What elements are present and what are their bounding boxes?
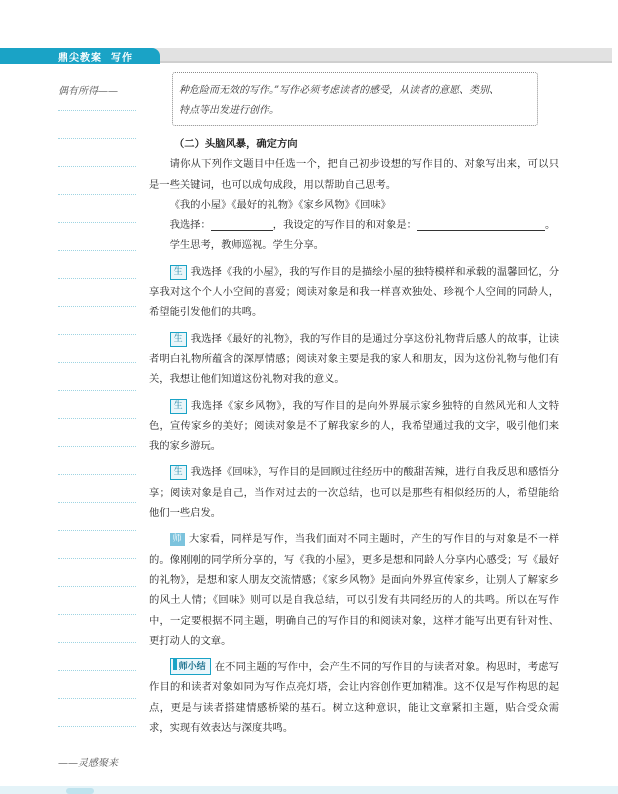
activity-note: 学生思考，教师巡视。学生分享。 — [169, 239, 325, 252]
note-line — [58, 642, 136, 643]
pen-icon — [173, 659, 177, 670]
note-line — [58, 222, 136, 223]
note-line — [58, 166, 136, 167]
note-line — [58, 418, 136, 419]
main-content — [149, 134, 559, 738]
summary-label: 师小结 — [178, 662, 206, 673]
answer-text: 我选择《最好的礼物》，我的写作目的是通过分享这份礼物背后感人的故事，让读者明白礼物所蕴含的深厚情感；阅读对象主要是我的家人和朋友，因为这份礼物与他们有关，我想让他们知道这份礼物对我的意义。 — [149, 332, 559, 386]
sidebar-top-label: 偶有所得—— — [58, 86, 118, 97]
header-series: 鼎尖教案 — [58, 53, 102, 64]
section-title: （二）头脑风暴，确定方向 — [174, 138, 298, 150]
notes-sidebar — [58, 82, 138, 774]
student-badge: 生 — [170, 265, 187, 280]
fill-end: 。 — [544, 219, 556, 232]
answer-text: 我选择《回味》，写作目的是回顾过往经历中的酸甜苦辣，进行自我反思和感悟分享；阅读对象是自己，当作对过去的一次总结，也可以是那些有相似经历的人，希望能给他们一些启发。 — [149, 466, 559, 520]
note-line — [58, 502, 136, 503]
note-line — [58, 614, 136, 615]
page-number-tab — [66, 788, 94, 794]
header-title — [58, 49, 133, 64]
note-line — [58, 670, 136, 671]
note-line — [58, 446, 136, 447]
topic-blank[interactable] — [211, 218, 273, 231]
answer-text: 我选择《家乡风物》，我的写作目的是向外界展示家乡独特的自然风光和人文特色，宣传家乡的美好；阅读对象是不了解我家乡的人，我希望通过我的文字，吸引他们来我的家乡游玩。 — [149, 399, 559, 453]
comment-text: 大家看，同样是写作，当我们面对不同主题时，产生的写作目的与对象是不一样的。像刚刚的同学所分享的，写《我的小屋》，更多是想和同龄人分享内心感受；写《最好的礼物》，是想和家人朋友交流情感；《家乡风物》是面向外界宣传家乡，让别人了解家乡的风土人情；《回味》则可以是自我总结，可以引发有共同经历的人的共鸣。所以在写作中，一定要根据不同主题，明确自己的写作目的和阅读对象，这样才能写出更有针对性、更打动人的文章。 — [149, 533, 559, 647]
teacher-summary — [149, 657, 559, 738]
note-line — [58, 726, 136, 727]
note-line — [58, 278, 136, 279]
header-subject: 写作 — [110, 53, 133, 64]
quote-line: 种危险而无效的写作。”写作必须考虑读者的感受，从读者的意愿、类别、 — [179, 85, 500, 96]
quote-line: 特点等出发进行创作。 — [179, 105, 279, 116]
fill-middle: ，我设定的写作目的和对象是： — [272, 219, 417, 232]
answer-text: 我选择《我的小屋》，我的写作目的是描绘小屋的独特模样和承载的温馨回忆，分享我对这个个人小空间的喜爱；阅读对象是和我一样喜欢独处、珍视个人空间的同龄人，希望能引发他们的共鸣。 — [149, 265, 559, 319]
quote-text — [179, 81, 527, 121]
teacher-badge: 师 — [170, 533, 185, 546]
note-line — [58, 306, 136, 307]
purpose-blank[interactable] — [417, 218, 545, 231]
sidebar-bottom-label: ——灵感聚来 — [58, 758, 118, 769]
topic-list: 《我的小屋》《最好的礼物》《家乡风物》《回味》 — [169, 198, 391, 211]
section-intro: 请你从下列作文题目中任选一个，把自己初步设想的写作目的、对象写出来，可以只是一些关键词，也可以成句成段，用以帮助自己思考。 — [149, 158, 559, 191]
fill-in-line — [149, 215, 559, 235]
note-line — [58, 530, 136, 531]
note-line — [58, 362, 136, 363]
fill-prefix: 我选择： — [169, 219, 211, 232]
note-line — [58, 586, 136, 587]
note-line — [58, 250, 136, 251]
summary-text: 在不同主题的写作中，会产生不同的写作目的与读者对象。构思时，考虑写作目的和读者对象如同为写作点亮灯塔，会让内容创作更加精准。这不仅是写作构思的起点，更是与读者搭建情感桥梁的基石。树立这种意识，能让文章紧扣主题，贴合受众需求，实现有效表达与深度共鸣。 — [149, 661, 559, 735]
note-line — [58, 334, 136, 335]
student-answer — [149, 262, 559, 323]
note-line — [58, 110, 136, 111]
student-answer — [149, 462, 559, 523]
quote-box — [172, 72, 538, 126]
note-line — [58, 558, 136, 559]
student-badge: 生 — [170, 399, 187, 414]
student-badge: 生 — [170, 332, 187, 347]
note-line — [58, 138, 136, 139]
student-badge: 生 — [170, 465, 187, 480]
student-answer — [149, 396, 559, 457]
summary-badge — [170, 658, 211, 675]
note-line — [58, 474, 136, 475]
note-line — [58, 698, 136, 699]
header-divider — [160, 61, 612, 63]
teacher-comment — [149, 529, 559, 651]
note-line — [58, 390, 136, 391]
note-line — [58, 194, 136, 195]
student-answer — [149, 329, 559, 390]
